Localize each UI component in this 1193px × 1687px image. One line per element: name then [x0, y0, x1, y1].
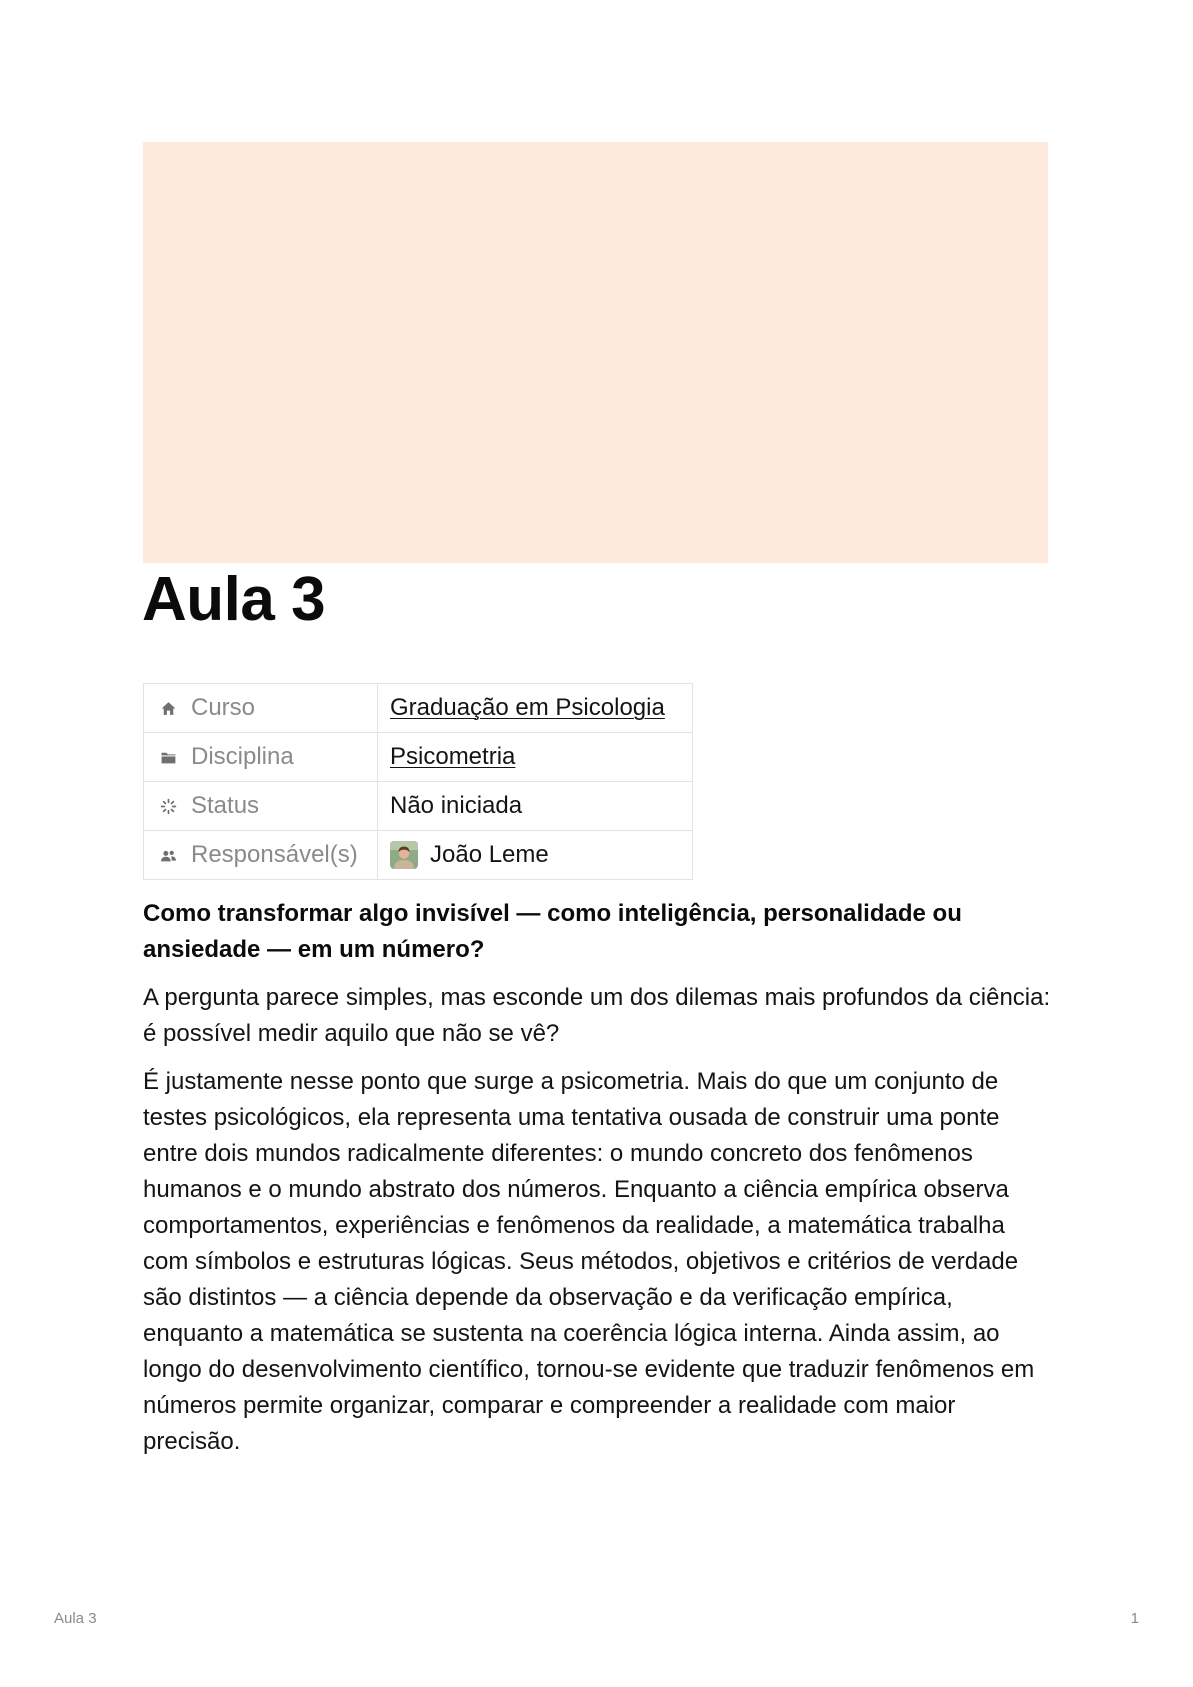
property-row-status — [144, 782, 693, 831]
avatar[interactable] — [390, 841, 418, 869]
house-icon — [160, 700, 177, 717]
curso-link[interactable]: Graduação em Psicologia — [390, 694, 665, 721]
property-value-cell — [378, 733, 693, 782]
property-value-cell — [378, 831, 693, 880]
page-title: Aula 3 — [142, 565, 326, 634]
folder-icon — [160, 749, 177, 766]
property-value-cell — [378, 684, 693, 733]
property-label: Disciplina — [191, 743, 294, 770]
status-value[interactable]: Não iniciada — [390, 792, 523, 819]
loading-icon — [160, 798, 177, 815]
footer-title: Aula 3 — [54, 1610, 97, 1627]
properties-table — [143, 683, 693, 880]
property-key-cell — [144, 684, 378, 733]
disciplina-link[interactable]: Psicometria — [390, 743, 516, 770]
cover-image — [143, 142, 1048, 563]
property-label: Responsável(s) — [191, 841, 358, 868]
property-row-curso — [144, 684, 693, 733]
people-icon — [160, 847, 177, 864]
page-content — [143, 896, 1053, 1472]
property-key-cell — [144, 733, 378, 782]
footer-page-number: 1 — [1130, 1610, 1139, 1627]
property-label: Curso — [191, 694, 256, 721]
lead-question: Como transformar algo invisível — como inteligência, personalidade ou ansiedade — em um número? — [143, 900, 962, 963]
property-key-cell — [144, 782, 378, 831]
property-row-responsaveis — [144, 831, 693, 880]
paragraph: É justamente nesse ponto que surge a psicometria. Mais do que um conjunto de testes psicológicos, ela representa uma tentativa ousada de construir uma ponte entre dois mundos radicalmente diferentes: o mundo concreto dos fenômenos humanos e o mundo abstrato dos números. Enquanto a ciência empírica observa comportamentos, experiências e fenômenos da realidade, a matemática trabalha com símbolos e estruturas lógicas. Seus métodos, objetivos e critérios de verdade são distintos — a ciência depende da observação e da verificação empírica, enquanto a matemática se sustenta na coerência lógica interna. Ainda assim, ao longo do desenvolvimento científico, tornou-se evidente que traduzir fenômenos em números permite organizar, comparar e compreender a realidade com maior precisão. — [143, 1068, 1035, 1455]
property-row-disciplina — [144, 733, 693, 782]
property-label: Status — [191, 792, 260, 819]
assignee-name[interactable]: João Leme — [430, 841, 549, 868]
paragraph: A pergunta parece simples, mas esconde um dos dilemas mais profundos da ciência: é possível medir aquilo que não se vê? — [143, 984, 1051, 1047]
property-value-cell — [378, 782, 693, 831]
property-key-cell — [144, 831, 378, 880]
